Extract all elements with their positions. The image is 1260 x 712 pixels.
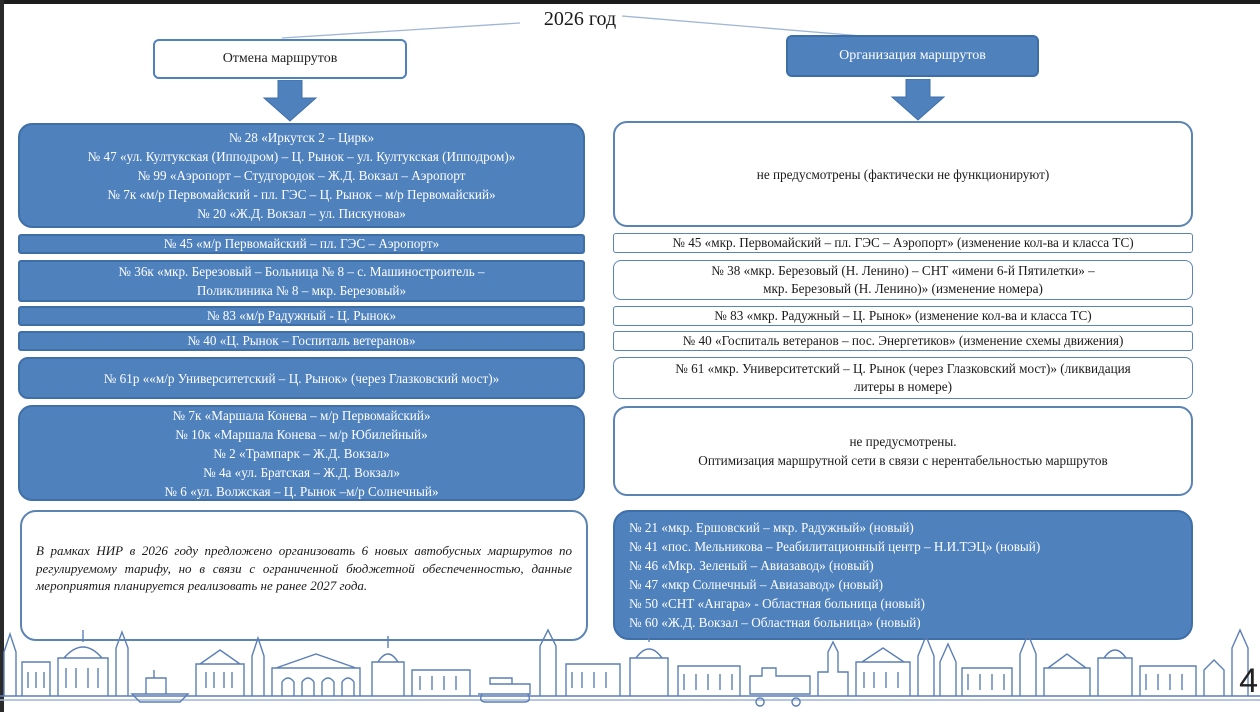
route-line: № 38 «мкр. Березовый (Н. Ленино) – СНТ «имени 6-й Пятилетки» – (711, 263, 1095, 278)
city-skyline-decoration (0, 612, 1260, 712)
route-line: № 6 «ул. Волжская – Ц. Рынок –м/р Солнечный» (164, 483, 439, 499)
route-line: № 47 «мкр Солнечный – Авиазавод» (новый) (629, 577, 884, 592)
route-line: № 41 «пос. Мельникова – Реабилитационный центр – Н.И.ТЭЦ» (новый) (629, 539, 1041, 554)
route-line: № 4а «ул. Братская – Ж.Д. Вокзал» (203, 464, 400, 480)
organized-route-45 (613, 233, 1193, 253)
route-line: № 7к «м/р Первомайский - пл. ГЭС – Ц. Рынок – м/р Первомайский» (107, 187, 496, 202)
cancelled-route-83 (18, 306, 585, 326)
page-title: 2026 год (543, 8, 617, 30)
left-down-arrow-icon (262, 80, 318, 122)
cancelled-routes-group-2 (18, 405, 585, 501)
organized-route-83 (613, 306, 1193, 326)
cancelled-route-45 (18, 234, 585, 254)
cancelled-route-36k (18, 260, 585, 302)
route-line: № 83 «м/р Радужный - Ц. Рынок» (206, 308, 397, 323)
route-line: № 61р ««м/р Университетский – Ц. Рынок» (через Глазковский мост)» (103, 370, 500, 386)
route-line: № 21 «мкр. Ершовский – мкр. Радужный» (новый) (629, 520, 914, 535)
route-line: № 28 «Иркутск 2 – Цирк» (228, 130, 375, 145)
route-line: № 2 «Трампарк – Ж.Д. Вокзал» (213, 445, 390, 461)
route-line: Поликлиника № 8 – мкр. Березовый» (196, 283, 407, 298)
route-line: № 45 «мкр. Первомайский – пл. ГЭС – Аэропорт» (изменение кол-ва и класса ТС) (672, 235, 1134, 250)
route-line: № 46 «Мкр. Зеленый – Авиазавод» (новый) (629, 558, 874, 573)
cancelled-routes-group-1 (18, 123, 585, 228)
route-line: № 36к «мкр. Березовый – Больница № 8 – с. Машиностроитель – (118, 264, 485, 279)
route-line: мкр. Березовый (Н. Ленино)» (изменение номера) (763, 281, 1043, 296)
route-line: № 40 «Госпиталь ветеранов – пос. Энергетиков» (изменение схемы движения) (682, 333, 1124, 348)
organized-route-40 (613, 331, 1193, 351)
box-text: Оптимизация маршрутной сети в связи с нерентабельностью маршрутов (698, 453, 1108, 468)
route-line: № 83 «мкр. Радужный – Ц. Рынок» (изменение кол-ва и класса ТС) (714, 308, 1092, 323)
box-text: не предусмотрены (фактически не функционируют) (756, 166, 1050, 182)
route-line: № 20 «Ж.Д. Вокзал – ул. Пискунова» (197, 206, 406, 221)
route-line: № 50 «СНТ «Ангара» - Областная больница (новый) (629, 596, 925, 611)
route-line: № 10к «Маршала Конева – м/р Юбилейный» (175, 426, 428, 442)
right-down-arrow-icon (890, 79, 946, 121)
route-line: № 40 «Ц. Рынок – Госпиталь ветеранов» (187, 333, 416, 348)
route-line: № 61 «мкр. Университетский – Ц. Рынок (через Глазковский мост)» (ликвидация (675, 361, 1131, 376)
cancel-routes-header: Отмена маршрутов (153, 39, 407, 79)
cancelled-route-61r (18, 357, 585, 399)
route-line: № 47 «ул. Култукская (Ипподром) – Ц. Рынок – ул. Култукская (Ипподром)» (87, 149, 516, 164)
cancelled-route-40 (18, 331, 585, 351)
no-routes-planned-box (613, 121, 1193, 227)
organized-route-38 (613, 260, 1193, 300)
box-text: не предусмотрены. (849, 434, 957, 449)
route-line: № 60 «Ж.Д. Вокзал – Областная больница» (новый) (629, 615, 921, 630)
organized-route-61 (613, 357, 1193, 399)
page-number: 4 (1239, 662, 1258, 700)
route-line: № 7к «Маршала Конева – м/р Первомайский» (172, 407, 431, 423)
note-text: В рамках НИР в 2026 году предложено организовать 6 новых автобусных маршрутов по регулируемому тарифу, но в связи с ограниченной бюджетной обеспеченностью, данные мероприятия планируется реализовать не ранее 2027 года. (36, 543, 572, 594)
route-line: № 99 «Аэропорт – Студгородок – Ж.Д. Вокзал – Аэропорт (137, 168, 466, 183)
route-line: литеры в номере) (854, 379, 952, 394)
route-line: № 45 «м/р Первомайский – пл. ГЭС – Аэропорт» (163, 236, 440, 251)
organize-routes-header: Организация маршрутов (786, 35, 1039, 77)
optimization-box (613, 406, 1193, 496)
